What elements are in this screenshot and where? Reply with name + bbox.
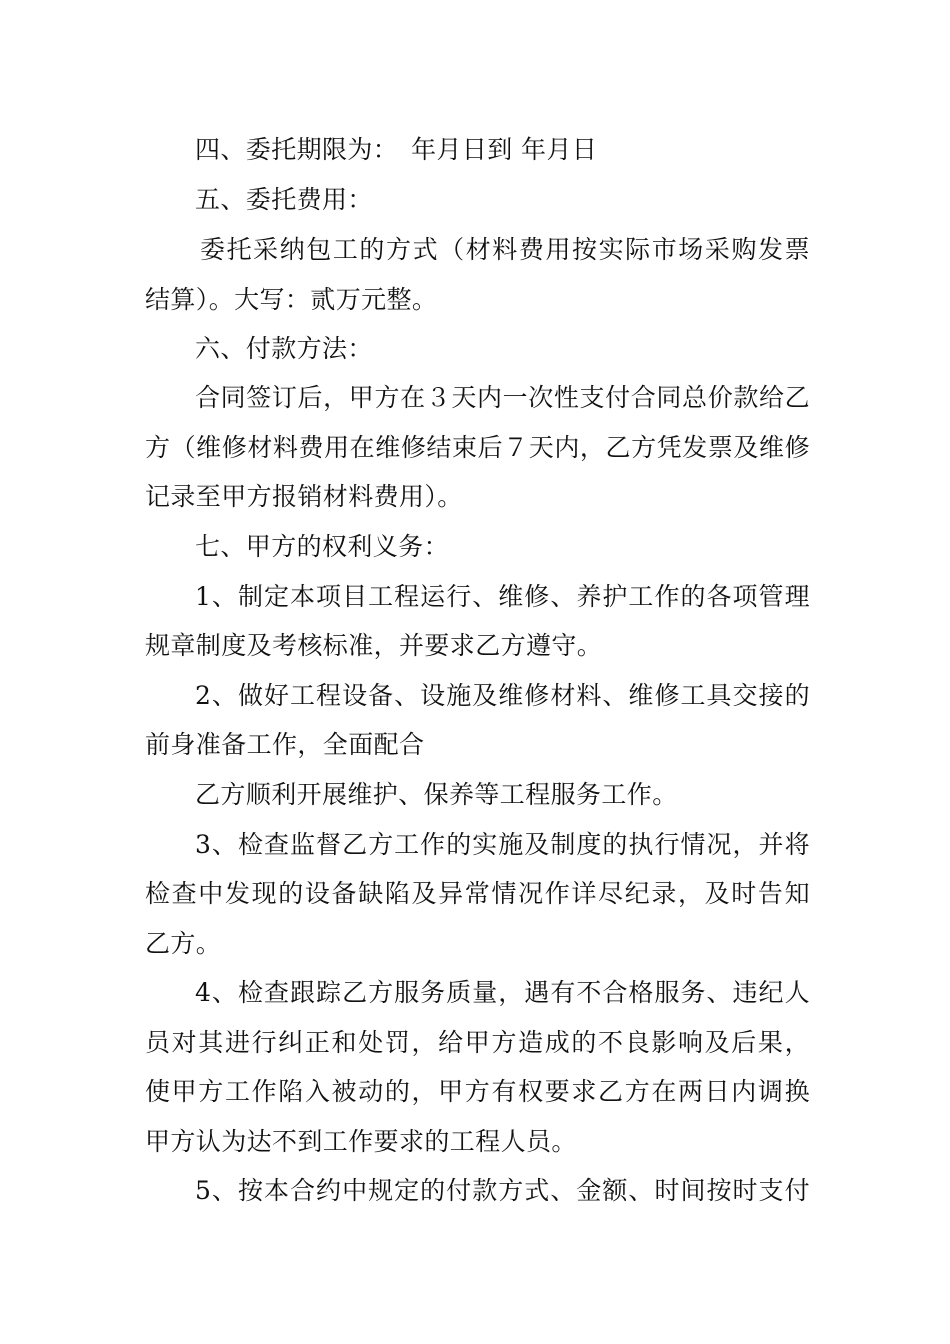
item-4-line-4: 甲方认为达不到工作要求的工程人员。 <box>145 1127 577 1156</box>
item-4-line-3: 使甲方工作陷入被动的，甲方有权要求乙方在两日内调换 <box>145 1077 810 1106</box>
clause-5-heading: 五、委托费用： <box>195 185 373 214</box>
clause-6-text-line-1: 合同签订后，甲方在３天内一次性支付合同总价款给乙 <box>195 383 810 412</box>
item-4-line-1: 4、检查跟踪乙方服务质量，遇有不合格服务、违纪人 <box>195 978 810 1007</box>
item-1-line-1: 1、制定本项目工程运行、维修、养护工作的各项管理 <box>195 582 810 611</box>
item-4-line-2: 员对其进行纠正和处罚，给甲方造成的不良影响及后果， <box>145 1028 810 1057</box>
item-2-line-3: 乙方顺利开展维护、保养等工程服务工作。 <box>195 780 678 809</box>
item-2-line-2: 前身准备工作，全面配合 <box>145 730 425 759</box>
item-2-line-1: 2、做好工程设备、设施及维修材料、维修工具交接的 <box>195 681 810 710</box>
item-5-line-1: 5、按本合约中规定的付款方式、金额、时间按时支付 <box>195 1176 810 1205</box>
item-1-line-2: 规章制度及考核标准，并要求乙方遵守。 <box>145 631 603 660</box>
item-3-line-3: 乙方。 <box>145 929 222 958</box>
clause-5-text-line-2: 结算）。大写：贰万元整。 <box>145 285 438 314</box>
item-3-line-1: 3、检查监督乙方工作的实施及制度的执行情况，并将 <box>195 830 810 859</box>
clause-6-text-line-2: 方（维修材料费用在维修结束后７天内，乙方凭发票及维修 <box>145 433 810 462</box>
clause-4-term: 四、委托期限为： 年月日到 年月日 <box>195 135 598 164</box>
clause-7-heading: 七、甲方的权利义务： <box>195 532 450 561</box>
clause-6-text-line-3: 记录至甲方报销材料费用）。 <box>145 482 463 511</box>
clause-5-text-line-1: 委托采纳包工的方式（材料费用按实际市场采购发票 <box>200 235 810 264</box>
item-3-line-2: 检查中发现的设备缺陷及异常情况作详尽纪录，及时告知 <box>145 879 810 908</box>
clause-6-heading: 六、付款方法： <box>195 334 373 363</box>
